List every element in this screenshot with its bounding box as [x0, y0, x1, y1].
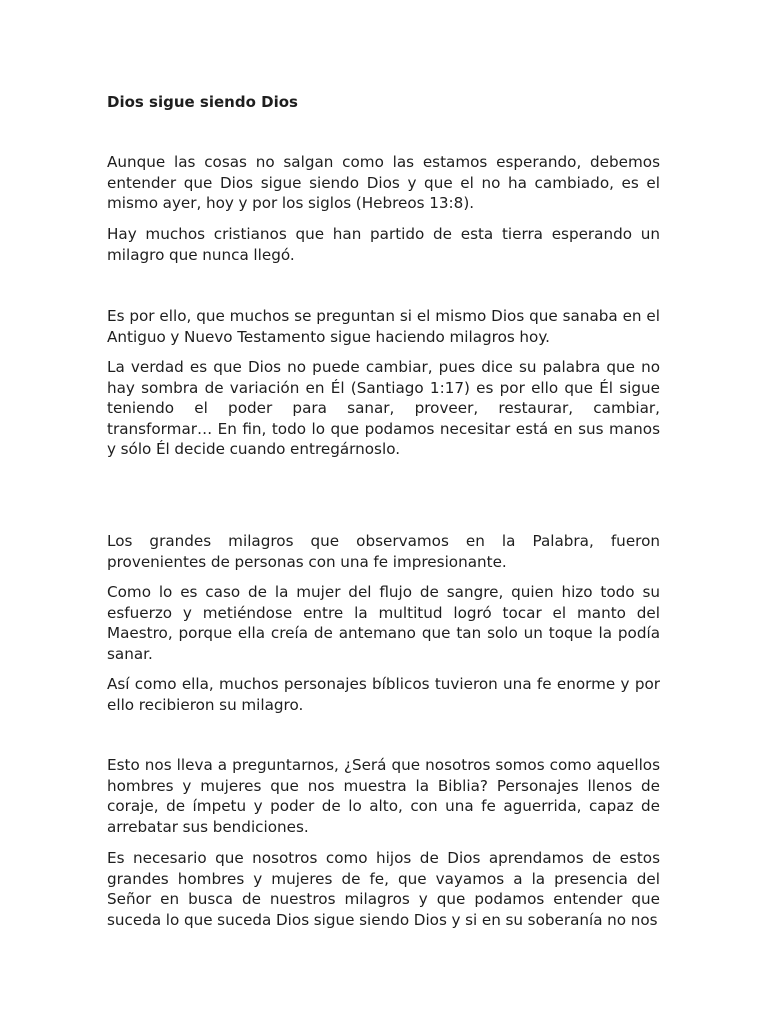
paragraph-1: Aunque las cosas no salgan como las estamos esperando, debemos entender que Dios sigue siendo Dios y que el no ha cambiado, es el mismo ayer, hoy y por los siglos (Hebreos 13:8). [107, 153, 660, 213]
paragraph-3: Es por ello, que muchos se preguntan si el mismo Dios que sanaba en el Antiguo y Nuevo Testamento sigue haciendo milagros hoy. [107, 307, 660, 346]
paragraph-7: Así como ella, muchos personajes bíblicos tuvieron una fe enorme y por ello recibieron su milagro. [107, 675, 660, 714]
paragraph-4: La verdad es que Dios no puede cambiar, pues dice su palabra que no hay sombra de variación en Él (Santiago 1:17) es por ello que Él sigue teniendo el poder para sanar, proveer, restaurar, cambiar, transformar… En fin, todo lo que podamos necesitar está en sus manos y sólo Él decide cuando entregárnoslo. [107, 358, 660, 459]
paragraph-2: Hay muchos cristianos que han partido de esta tierra esperando un milagro que nunca llegó. [107, 225, 660, 264]
paragraph-5: Los grandes milagros que observamos en la Palabra, fueron provenientes de personas con una fe impresionante. [107, 532, 660, 571]
document-title: Dios sigue siendo Dios [107, 93, 298, 111]
paragraph-6: Como lo es caso de la mujer del flujo de sangre, quien hizo todo su esfuerzo y metiéndose entre la multitud logró tocar el manto del Maestro, porque ella creía de antemano que tan solo un toque la podía sanar. [107, 583, 660, 663]
paragraph-8: Esto nos lleva a preguntarnos, ¿Será que nosotros somos como aquellos hombres y mujeres que nos muestra la Biblia? Personajes llenos de coraje, de ímpetu y poder de lo alto, con una fe aguerrida, capaz de arrebatar sus bendiciones. [107, 756, 660, 836]
paragraph-9: Es necesario que nosotros como hijos de Dios aprendamos de estos grandes hombres y mujeres de fe, que vayamos a la presencia del Señor en busca de nuestros milagros y que podamos entender que suceda lo que suceda Dios sigue siendo Dios y si en su soberanía no nos [107, 849, 660, 929]
